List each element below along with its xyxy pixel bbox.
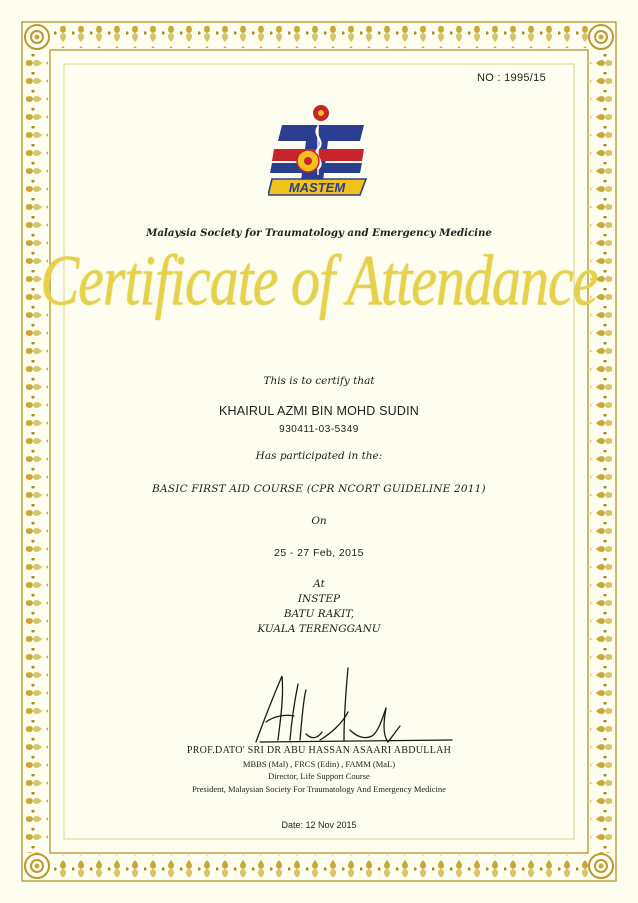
venue-line-2: BATU RAKIT, bbox=[283, 608, 355, 620]
on-label: On bbox=[311, 515, 327, 527]
signer-role-2: President, Malaysian Society For Traumatology And Emergency Medicine bbox=[192, 783, 446, 794]
society-name: Malaysia Society for Traumatology and Emergency Medicine bbox=[146, 227, 492, 239]
logo-text: MASTEM bbox=[288, 180, 346, 195]
signer-name: PROF.DATO' SRI DR ABU HASSAN ASAARI ABDULLAH bbox=[186, 745, 452, 756]
participated-line: Has participated in the: bbox=[255, 450, 383, 462]
recipient-ic: 930411-03-5349 bbox=[279, 424, 359, 435]
signer-role-1: Director, Life Support Course bbox=[268, 771, 370, 781]
recipient-name: KHAIRUL AZMI BIN MOHD SUDIN bbox=[218, 404, 420, 418]
certify-line: This is to certify that bbox=[263, 375, 375, 387]
venue-line-3: KUALA TERENGGANU bbox=[257, 623, 381, 635]
course-dates: 25 - 27 Feb, 2015 bbox=[274, 547, 364, 559]
certificate-number: NO : 1995/15 bbox=[476, 72, 546, 84]
signer-qualifications: MBBS (Mal) , FRCS (Edin) , FAMM (MaL) bbox=[242, 758, 396, 769]
issue-date: Date: 12 Nov 2015 bbox=[281, 820, 357, 830]
signer-block bbox=[0, 745, 638, 795]
course-name: BASIC FIRST AID COURSE (CPR NCORT GUIDELINE 2011) bbox=[152, 483, 486, 495]
certificate-title: Certificate of Attendance bbox=[40, 239, 598, 321]
venue-line-1: INSTEP bbox=[297, 593, 341, 605]
at-label: At bbox=[313, 578, 325, 590]
